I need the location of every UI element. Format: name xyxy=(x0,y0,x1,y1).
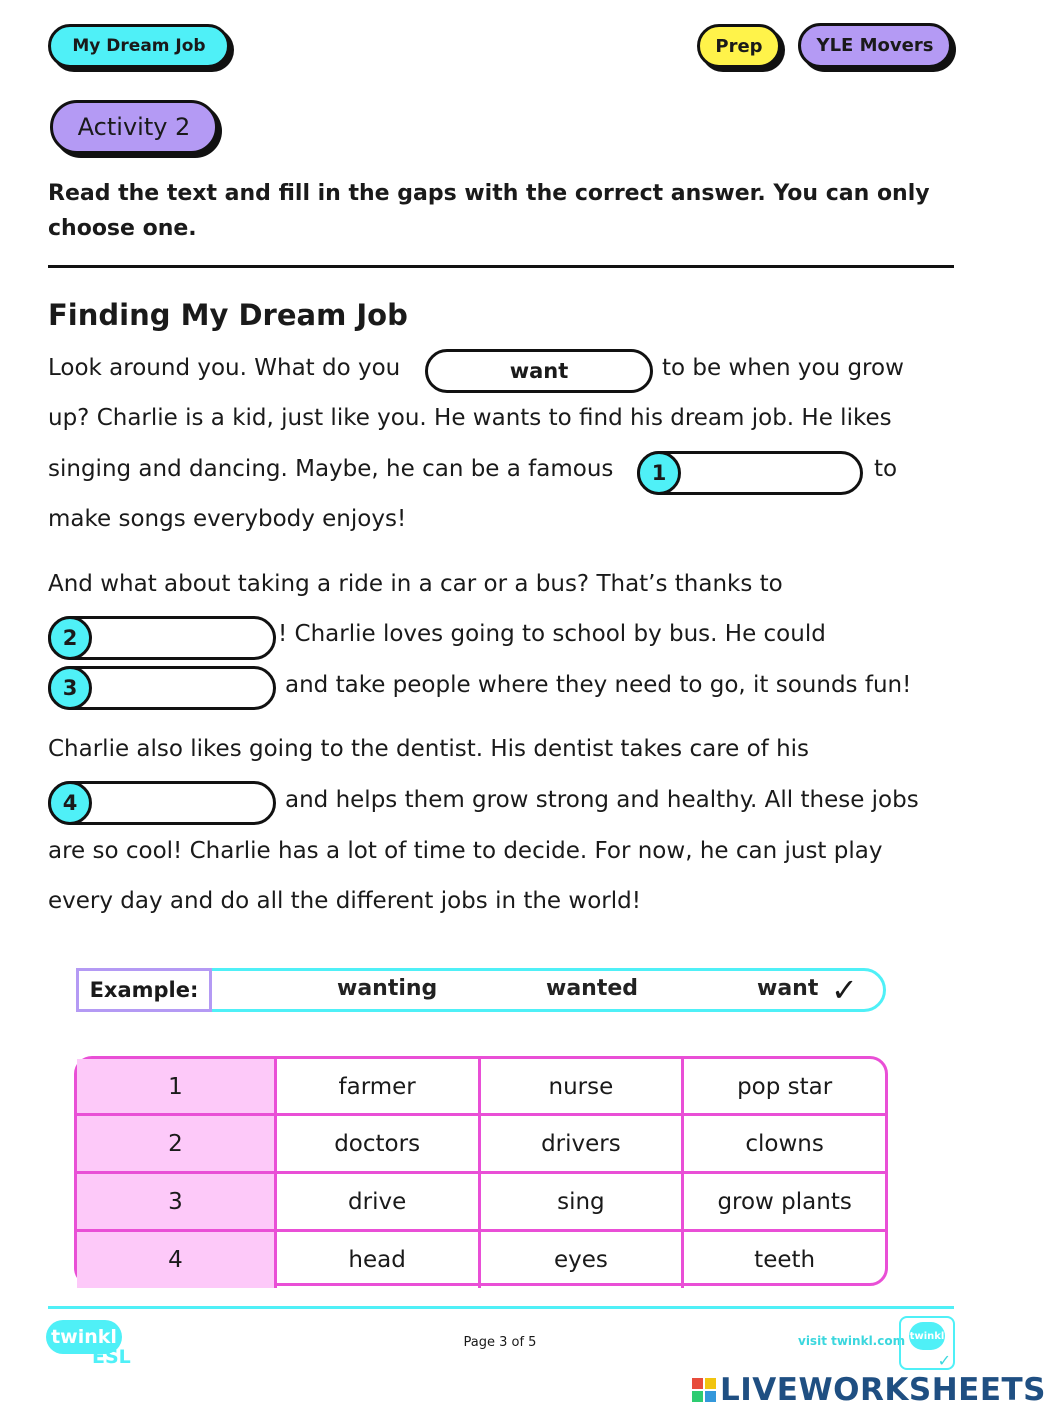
gap-number-1: 1 xyxy=(637,451,681,495)
instructions-line-1: Read the text and fill in the gaps with the correct answer. You can only xyxy=(48,181,930,206)
choice-option[interactable]: pop star xyxy=(737,1074,833,1100)
liveworksheets-logo-icon xyxy=(692,1378,716,1402)
example-option-1: wanting xyxy=(337,976,438,1001)
table-row xyxy=(77,1174,885,1230)
choice-option[interactable]: drive xyxy=(277,1174,481,1230)
choice-option[interactable]: farmer xyxy=(277,1059,481,1115)
story-line-6: ! Charlie loves going to school by bus. He could xyxy=(278,621,826,647)
story-line-11: every day and do all the different jobs in the world! xyxy=(48,888,641,914)
badge-wordmark: twinkl xyxy=(909,1322,945,1350)
answer-gap-2[interactable] xyxy=(48,616,276,660)
answer-gap-1[interactable] xyxy=(637,451,863,495)
table-row xyxy=(77,1059,885,1115)
page-number: Page 3 of 5 xyxy=(463,1335,537,1350)
answer-gap-3[interactable] xyxy=(48,666,276,710)
visit-link[interactable]: visit twinkl.com xyxy=(798,1334,906,1348)
story-title: Finding My Dream Job xyxy=(48,298,408,332)
example-gap: want xyxy=(425,349,653,393)
row-number: 2 xyxy=(77,1116,277,1172)
badge-check-icon: ✓ xyxy=(937,1351,951,1370)
example-bar xyxy=(76,968,886,1012)
story-line-5: And what about taking a ride in a car or a bus? That’s thanks to xyxy=(48,571,783,597)
choice-option[interactable]: grow plants xyxy=(717,1189,852,1215)
logo-wordmark: twinkl xyxy=(46,1320,122,1354)
exam-tag: YLE Movers xyxy=(798,23,952,68)
row-number: 1 xyxy=(77,1059,277,1115)
example-option-2: wanted xyxy=(546,976,639,1001)
activity-tag: Activity 2 xyxy=(50,100,218,154)
quality-badge-icon xyxy=(899,1316,955,1370)
choice-option[interactable]: sing xyxy=(481,1174,685,1230)
story-line-4: make songs everybody enjoys! xyxy=(48,506,407,532)
checkmark-icon: ✓ xyxy=(831,971,858,1009)
choices-table xyxy=(74,1056,888,1286)
table-row xyxy=(77,1116,885,1172)
story-line-3a: singing and dancing. Maybe, he can be a famous xyxy=(48,456,614,482)
table-row xyxy=(77,1232,885,1288)
example-option-3: want xyxy=(757,976,819,1001)
row-number: 3 xyxy=(77,1174,277,1230)
level-tag: Prep xyxy=(697,24,781,68)
story-line-3b: to xyxy=(874,456,898,482)
instructions-line-2: choose one. xyxy=(48,216,197,241)
row-number: 4 xyxy=(77,1232,277,1288)
story-line-8: Charlie also likes going to the dentist. His dentist takes care of his xyxy=(48,736,810,762)
divider xyxy=(48,265,954,268)
choice-option[interactable]: head xyxy=(277,1232,481,1288)
topic-tag: My Dream Job xyxy=(48,24,230,68)
story-line-9: and helps them grow strong and healthy. All these jobs xyxy=(285,787,919,813)
instructions xyxy=(48,176,948,246)
watermark-text: LIVEWORKSHEETS xyxy=(720,1372,1046,1408)
choice-option[interactable]: clowns xyxy=(745,1131,824,1157)
story-line-1a: Look around you. What do you xyxy=(48,355,401,381)
choice-option[interactable]: eyes xyxy=(481,1232,685,1288)
example-label: Example: xyxy=(76,968,212,1012)
liveworksheets-watermark xyxy=(692,1373,1046,1407)
choice-option[interactable]: teeth xyxy=(754,1247,816,1273)
story-line-2: up? Charlie is a kid, just like you. He wants to find his dream job. He likes xyxy=(48,405,892,431)
logo-esl: ESL xyxy=(92,1346,131,1368)
answer-gap-4[interactable] xyxy=(48,781,276,825)
choice-option[interactable]: doctors xyxy=(277,1116,481,1172)
gap-number-4: 4 xyxy=(48,781,92,825)
choice-option[interactable]: drivers xyxy=(481,1116,685,1172)
choice-option[interactable]: nurse xyxy=(481,1059,685,1115)
story-line-10: are so cool! Charlie has a lot of time to decide. For now, he can just play xyxy=(48,838,883,864)
story-line-1b: to be when you grow xyxy=(662,355,904,381)
gap-number-2: 2 xyxy=(48,616,92,660)
footer-rule xyxy=(48,1306,954,1309)
story-line-7: and take people where they need to go, it sounds fun! xyxy=(285,672,912,698)
gap-number-3: 3 xyxy=(48,666,92,710)
